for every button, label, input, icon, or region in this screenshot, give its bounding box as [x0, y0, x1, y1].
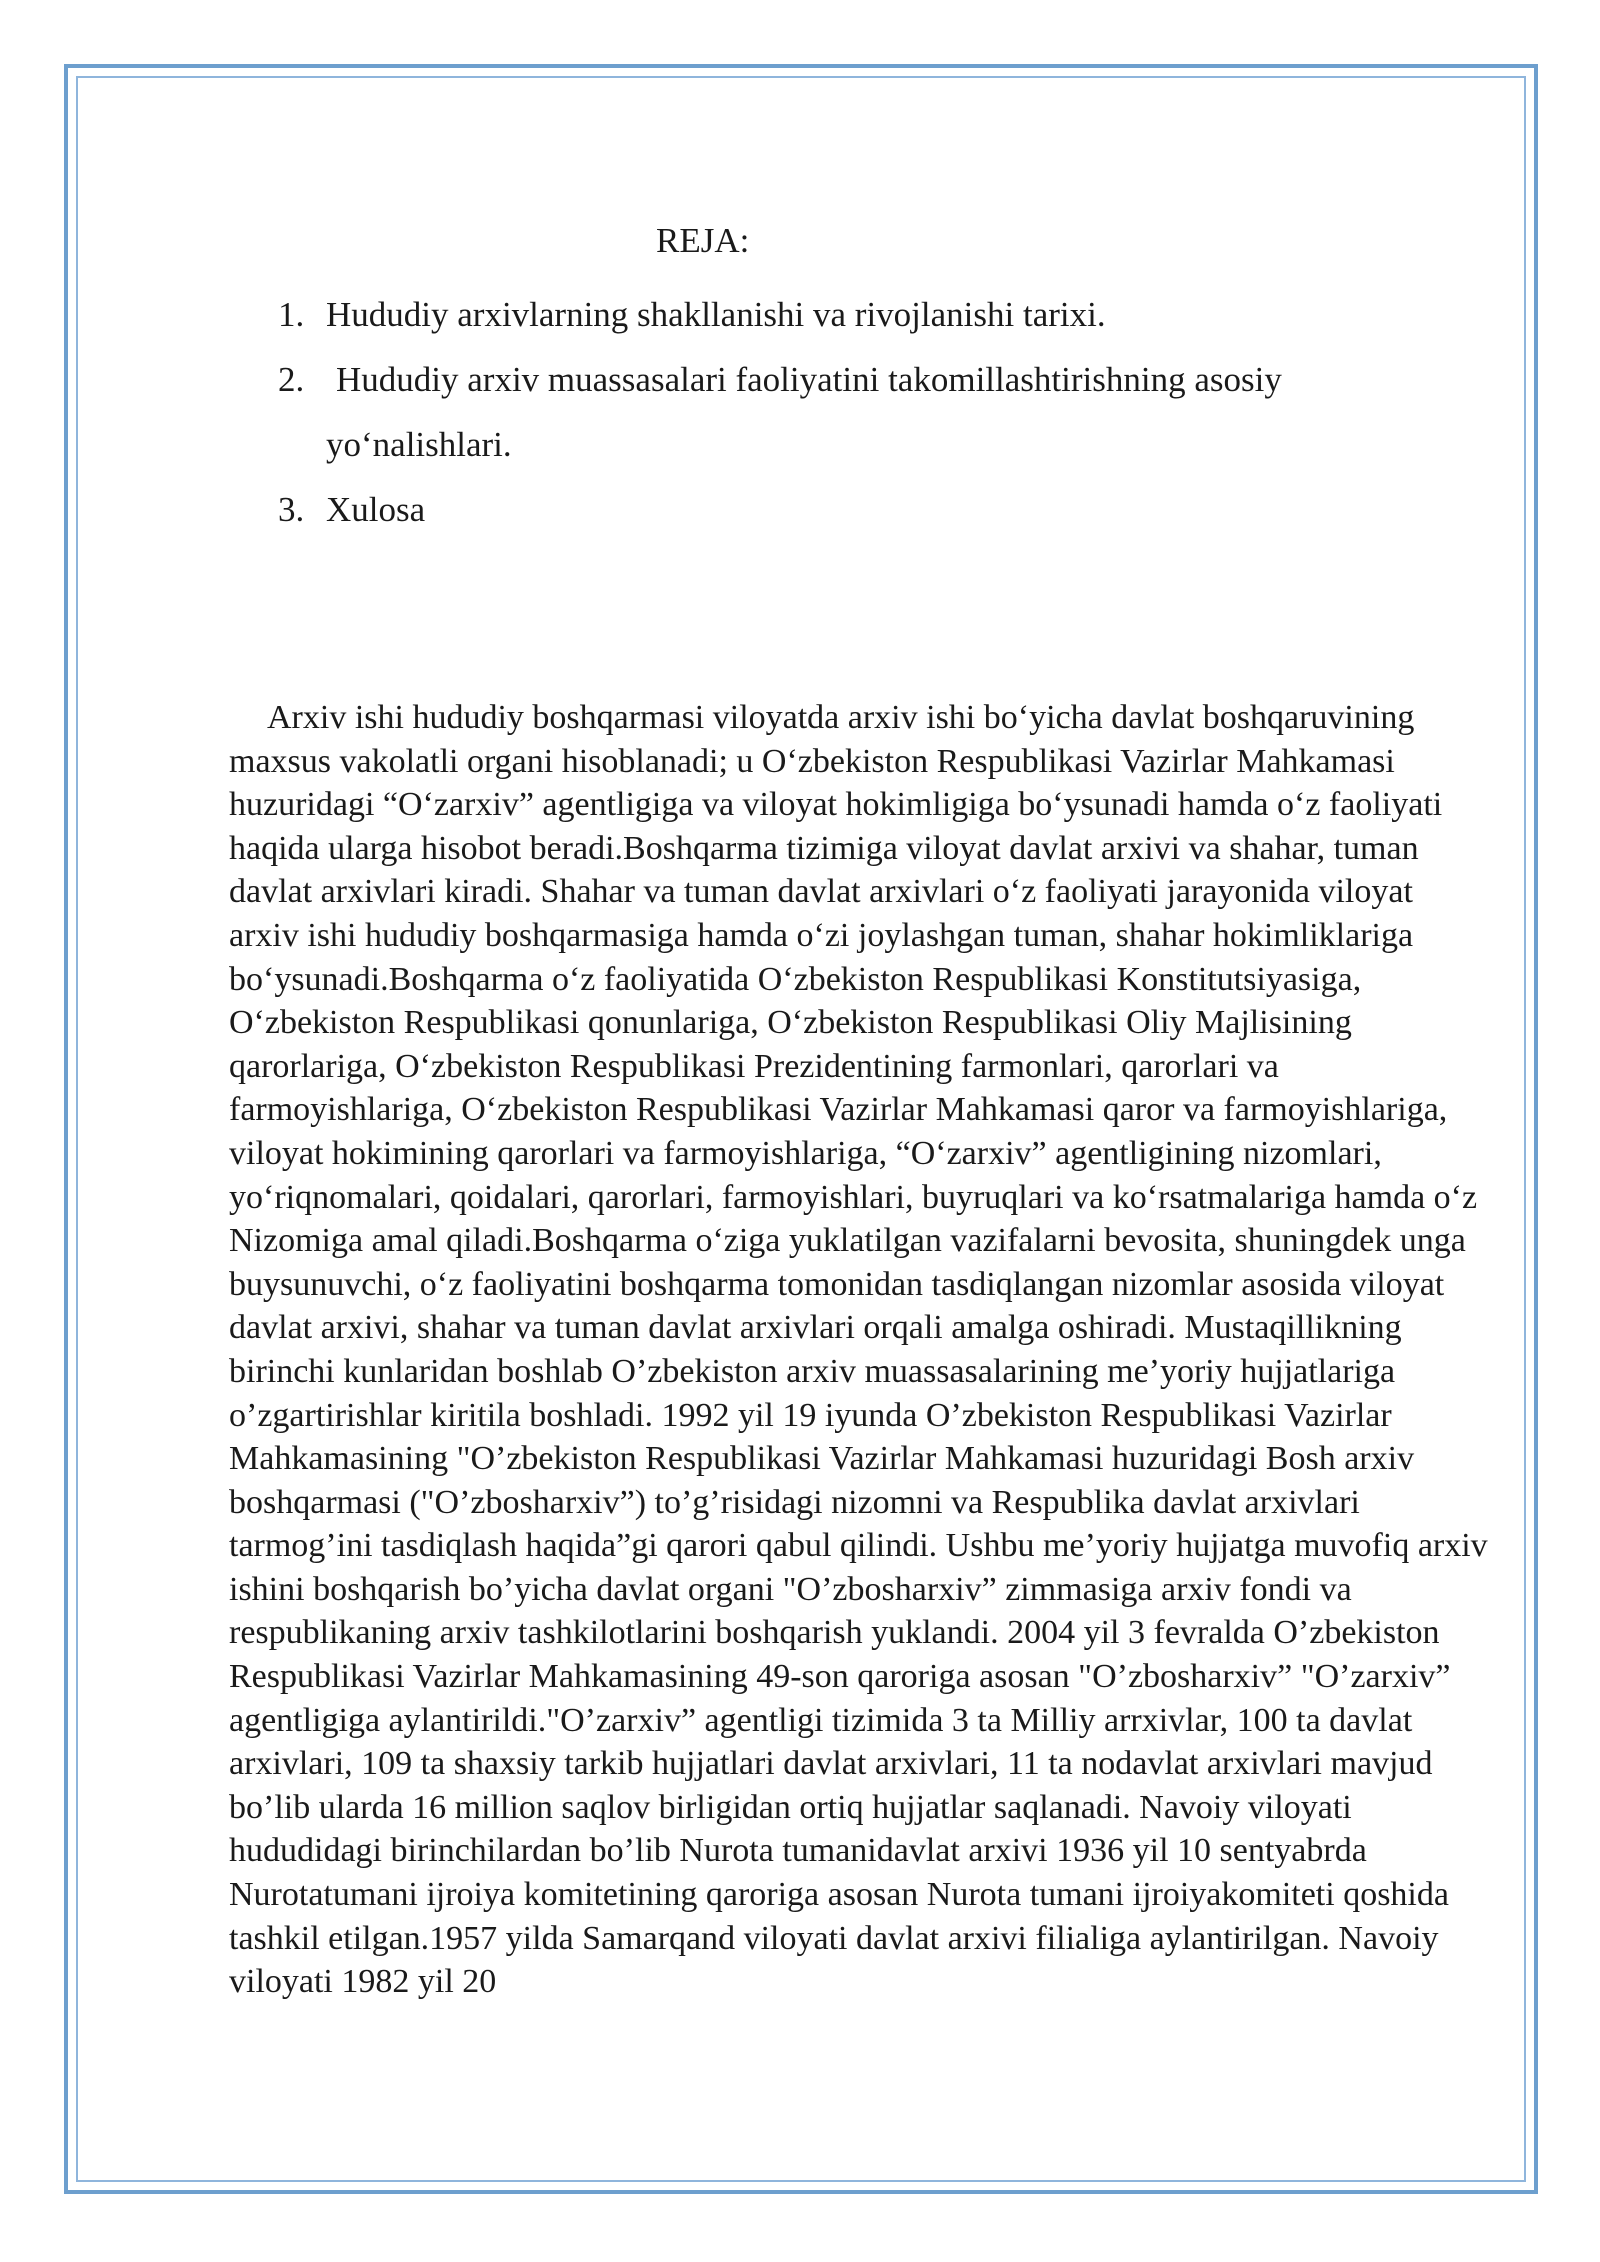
plan-item-2	[278, 347, 1428, 477]
plan-item-text: Hududiy arxivlarning shakllanishi va rivojlanishi tarixi.	[326, 295, 1106, 334]
body-paragraph: Arxiv ishi hududiy boshqarmasi viloyatda arxiv ishi bo‘yicha davlat boshqaruvining maxsus vakolatli organi hisoblanadi; u O‘zbekiston Respublikasi Vazirlar Mahkamasi huzuridagi “O‘zarxiv” agentligiga va viloyat hokimligiga bo‘ysunadi hamda o‘z faoliyati haqida ularga hisobot beradi.Boshqarma tizimiga viloyat davlat arxivi va shahar, tuman davlat arxivlari kiradi. Shahar va tuman davlat arxivlari o‘z faoliyati jarayonida viloyat arxiv ishi hududiy boshqarmasiga hamda o‘zi joylashgan tuman, shahar hokimliklariga bo‘ysunadi.Boshqarma o‘z faoliyatida O‘zbekiston Respublikasi Konstitutsiyasiga, O‘zbekiston Respublikasi qonunlariga, O‘zbekiston Respublikasi Oliy Majlisining qarorlariga, O‘zbekiston Respublikasi Prezidentining farmonlari, qarorlari va farmoyishlariga, O‘zbekiston Respublikasi Vazirlar Mahkamasi qaror va farmoyishlariga, viloyat hokimining qarorlari va farmoyishlariga, “O‘zarxiv” agentligining nizomlari, yo‘riqnomalari, qoidalari, qarorlari, farmoyishlari, buyruqlari va ko‘rsatmalariga hamda o‘z Nizomiga amal qiladi.Boshqarma o‘ziga yuklatilgan vazifalarni bevosita, shuningdek unga buysunuvchi, o‘z faoliyatini boshqarma tomonidan tasdiqlangan nizomlar asosida viloyat davlat arxivi, shahar va tuman davlat arxivlari orqali amalga oshiradi. Mustaqillikning birinchi kunlaridan boshlab O’zbekiston arxiv muassasalarining me’yoriy hujjatlariga o’zgartirishlar kiritila boshladi. 1992 yil 19 iyunda O’zbekiston Respublikasi Vazirlar Mahkamasining "O’zbekiston Respublikasi Vazirlar Mahkamasi huzuridagi Bosh arxiv boshqarmasi ("O’zbosharxiv”) to’g’risidagi nizomni va Respublika davlat arxivlari tarmog’ini tasdiqlash haqida”gi qarori qabul qilindi. Ushbu me’yoriy hujjatga muvofiq arxiv ishini boshqarish bo’yicha davlat organi "O’zbosharxiv” zimmasiga arxiv fondi va respublikaning arxiv tashkilotlarini boshqarish yuklandi. 2004 yil 3 fevralda O’zbekiston Respublikasi Vazirlar Mahkamasining 49-son qaroriga asosan "O’zbosharxiv” "O’zarxiv” agentligiga aylantirildi."O’zarxiv” agentligi tizimida 3 ta Milliy arrxivlar, 100 ta davlat arxivlari, 109 ta shaxsiy tarkib hujjatlari davlat arxivlari, 11 ta nodavlat arxivlari mavjud bo’lib ularda 16 million saqlov birligidan ortiq hujjatlar saqlanadi. Navoiy viloyati hududidagi birinchilardan bo’lib Nurota tumanidavlat arxivi 1936 yil 10 sentyabrda Nurotatumani ijroiya komitetining qaroriga asosan Nurota tumani ijroiyakomiteti qoshida tashkil etilgan.1957 yilda Samarqand viloyati davlat arxivi filialiga aylantirilgan. Navoiy viloyati 1982 yil 20	[229, 699, 1488, 2001]
plan-list	[278, 282, 1428, 542]
plan-item-text: Xulosa	[326, 490, 426, 529]
plan-item-3	[278, 477, 1428, 542]
plan-item-1	[278, 282, 1428, 347]
plan-item-number: 3.	[278, 490, 305, 529]
plan-item-text: Hududiy arxiv muassasalari faoliyatini takomillashtirishning asosiy yo‘nalishlari.	[326, 360, 1282, 464]
plan-title: REJA:	[656, 221, 750, 260]
plan-item-number: 1.	[278, 295, 305, 334]
plan-item-number: 2.	[278, 360, 305, 399]
